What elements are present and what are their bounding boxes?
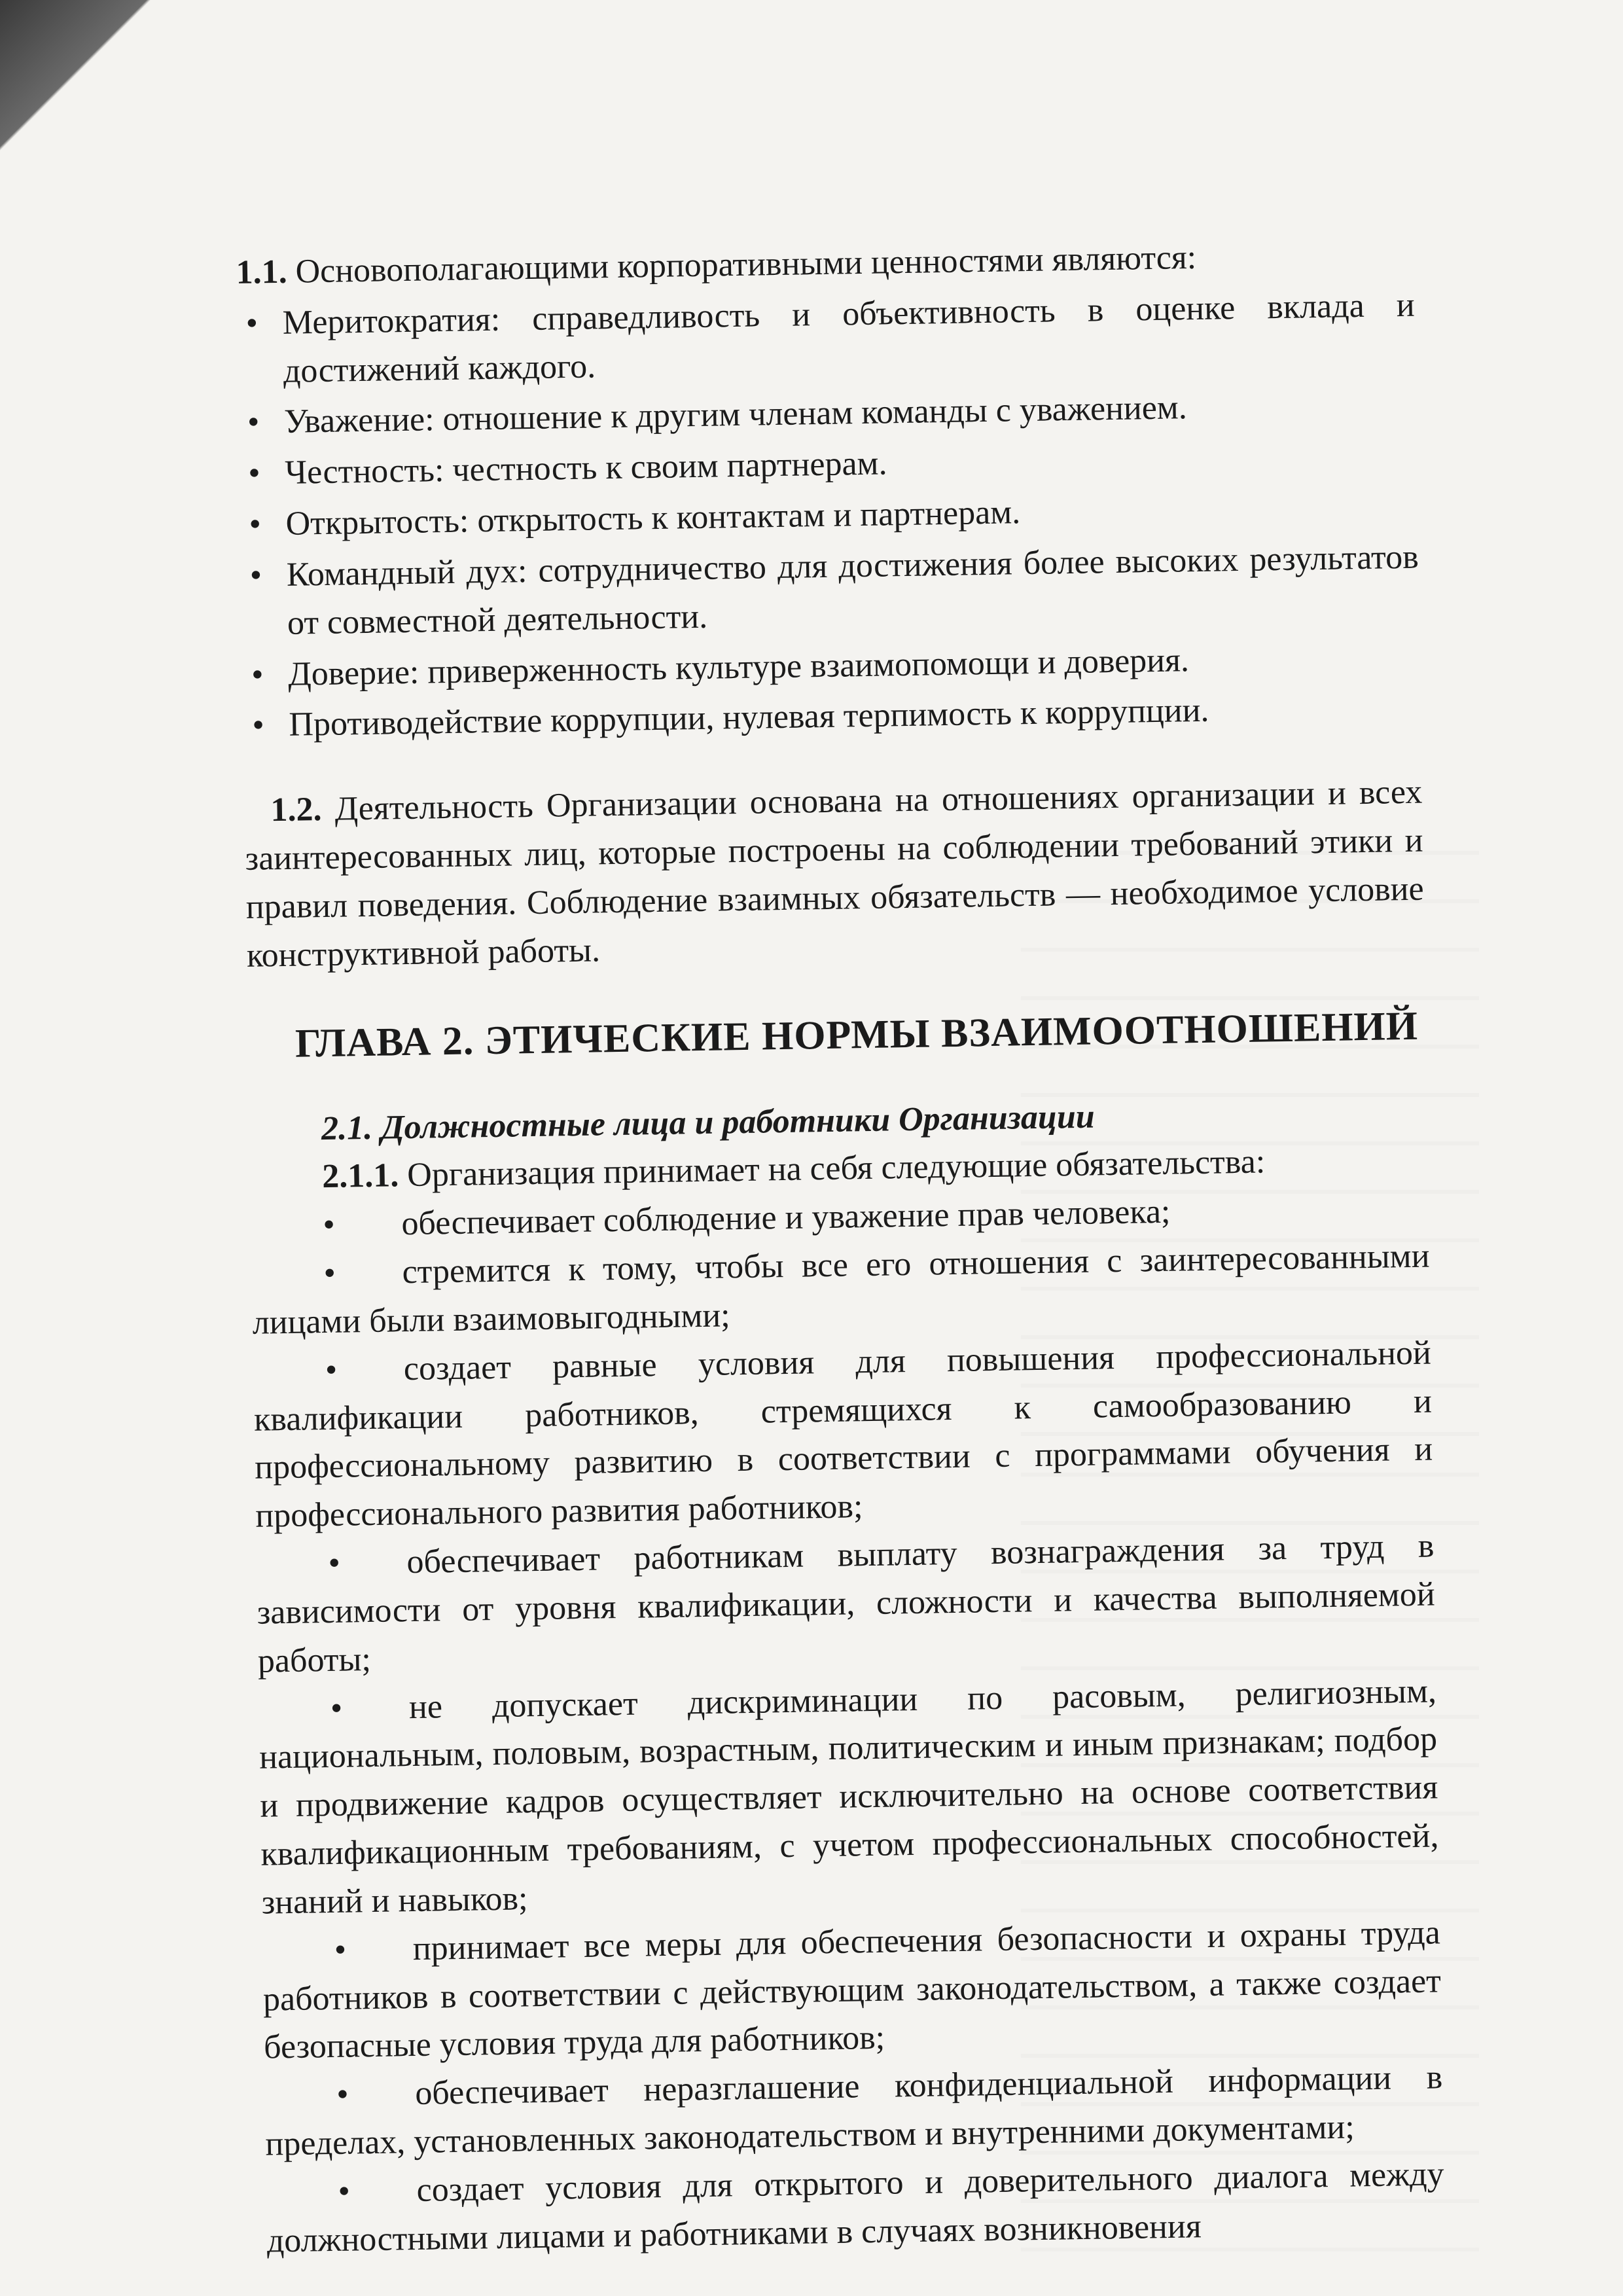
bullet-icon: • bbox=[330, 1689, 343, 1727]
bullet-icon: • bbox=[336, 2075, 349, 2114]
point-2-1-1-text: Организация принимает на себя следующие обязательства: bbox=[406, 1143, 1266, 1194]
obligation-item bbox=[256, 1522, 1436, 1686]
bullet-icon: • bbox=[325, 1351, 338, 1389]
section-1-2-paragraph bbox=[244, 768, 1425, 980]
obligation-text: стремится к тому, чтобы все его отношения с заинтересованными лицами были взаимовыгодными; bbox=[252, 1237, 1430, 1342]
obligation-text: обеспечивает соблюдение и уважение прав человека; bbox=[401, 1193, 1171, 1243]
value-item: • Доверие: приверженность культуре взаимопомощи и доверия. bbox=[242, 632, 1421, 699]
obligation-text: не допускает дискриминации по расовым, религиозным, национальным, половым, возрастным, политическим и иным признакам; подбор и продвижение кадров осуществляет исключительно на основе соответствия квалификационным требованиям, с учетом профессиональных способностей, знаний и навыков; bbox=[259, 1672, 1439, 1922]
value-item: • Открытость: открытость к контактам и партнерам. bbox=[240, 482, 1418, 549]
point-2-1-1-number: 2.1.1. bbox=[321, 1157, 399, 1196]
bullet-icon: • bbox=[334, 1931, 347, 1969]
section-1-2-number: 1.2. bbox=[270, 791, 322, 829]
value-item: • Меритократия: справедливость и объективность в оценке вклада и достижений каждого. bbox=[236, 281, 1416, 397]
obligation-text: создает условия для открытого и доверительного диалога между должностными лицами и работниками в случаях возникновения bbox=[266, 2155, 1444, 2260]
obligations-list bbox=[251, 1184, 1445, 2265]
value-item: • Противодействие коррупции, нулевая терпимость к коррупции. bbox=[243, 683, 1421, 750]
obligation-text: обеспечивает неразглашение конфиденциальной информации в пределах, установленных законодательством и внутренними документами; bbox=[265, 2058, 1443, 2163]
corporate-values-list bbox=[236, 281, 1421, 751]
obligation-item bbox=[253, 1329, 1433, 1541]
value-item: • Честность: честность к своим партнерам. bbox=[239, 431, 1418, 498]
obligation-item bbox=[262, 1909, 1442, 2072]
obligation-text: принимает все меры для обеспечения безопасности и охраны труда работников в соответствии с действующим законодательством, а также создает безопасные условия труда для работников; bbox=[262, 1914, 1442, 2067]
obligation-text: обеспечивает работникам выплату вознаграждения за труд в зависимости от уровня квалификации, сложности и качества выполняемой работы; bbox=[257, 1527, 1435, 1680]
bullet-icon: • bbox=[323, 1206, 336, 1244]
value-item: • Командный дух: сотрудничество для достижения более высоких результатов от совместной деятельности. bbox=[240, 533, 1419, 649]
obligation-item bbox=[264, 2054, 1444, 2169]
bullet-icon: • bbox=[323, 1254, 336, 1293]
bullet-icon: • bbox=[328, 1544, 341, 1583]
value-item: • Уважение: отношение к другим членам команды с уважением. bbox=[238, 380, 1417, 447]
bullet-icon: • bbox=[338, 2172, 351, 2210]
obligation-item bbox=[251, 1232, 1431, 1348]
section-1-2-text: Деятельность Организации основана на отношениях организации и всех заинтересованных лиц, которые построены на соблюдении требований этики и правил поведения. Соблюдение взаимных обязательств — необходимое условие конструктивной работы. bbox=[245, 773, 1425, 975]
section-1-1-number: 1.1. bbox=[236, 253, 288, 291]
page-corner-fold bbox=[0, 0, 170, 249]
section-1-1-text: Основополагающими корпоративными ценностями являются: bbox=[295, 238, 1197, 291]
obligation-item bbox=[266, 2150, 1445, 2265]
obligation-text: создает равные условия для повышения профессиональной квалификации работников, стремящихся к самообразованию и профессиональному развитию в соответствии с программами обучения и профессионального развития работников; bbox=[253, 1334, 1433, 1535]
document-body bbox=[236, 230, 1445, 2265]
obligation-item bbox=[258, 1667, 1440, 1927]
chapter-2-title: ГЛАВА 2. ЭТИЧЕСКИЕ НОРМЫ ВЗАИМООТНОШЕНИЙ bbox=[294, 1003, 1419, 1066]
subsection-2-1-title: 2.1. Должностные лица и работники Организации bbox=[321, 1098, 1096, 1147]
